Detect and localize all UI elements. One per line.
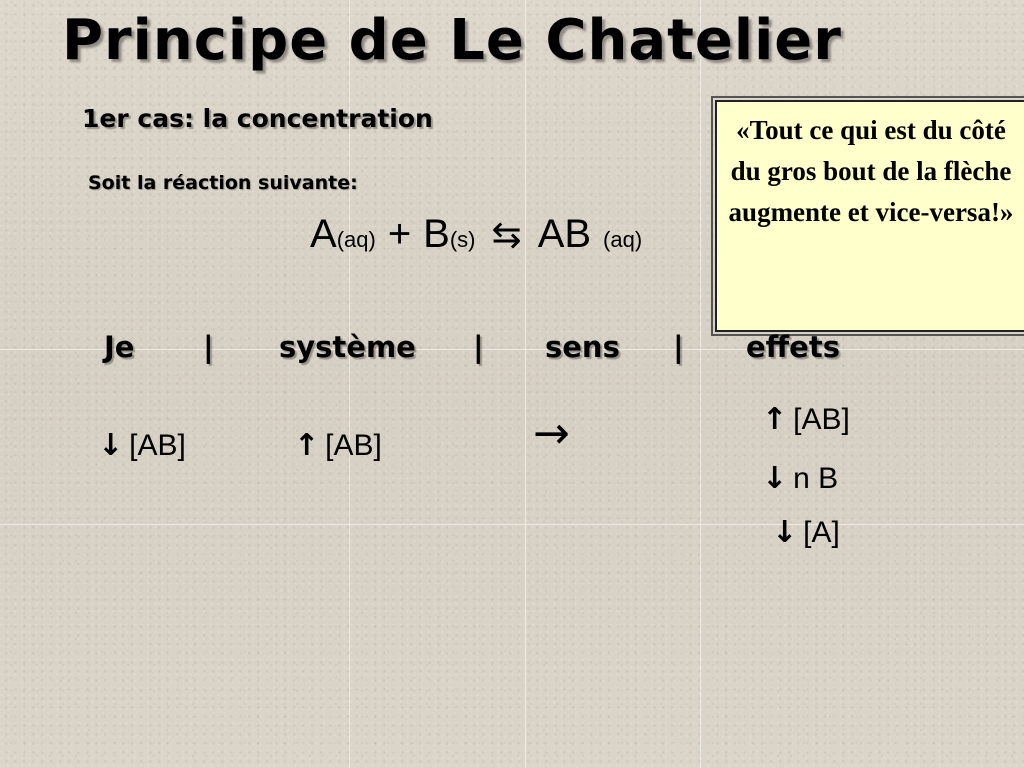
arrow-down-icon: ↓ xyxy=(762,461,788,496)
arrow-up-icon: ↑ xyxy=(762,402,788,437)
reactant-a-state: (aq) xyxy=(336,227,376,252)
rule-quote-text: «Tout ce qui est du côté du gros bout de la flèche augmente et vice-versa!» xyxy=(728,115,1014,227)
reaction-intro: Soit la réaction suivante: xyxy=(88,172,358,194)
reactant-b: B xyxy=(423,212,450,256)
slide-title: Principe de Le Chatelier xyxy=(62,8,842,73)
grid-line xyxy=(0,349,1024,350)
arrow-down-icon: ↓ xyxy=(772,515,798,550)
plus-sign: + xyxy=(387,212,412,256)
effet-cell xyxy=(762,461,838,496)
systeme-cell xyxy=(294,428,382,463)
systeme-value: [AB] xyxy=(325,429,382,462)
header-je: Je xyxy=(104,330,135,364)
equilibrium-arrow-icon: ⇆ xyxy=(491,214,522,255)
product-ab: AB xyxy=(537,212,592,256)
arrow-right-icon: → xyxy=(533,408,570,459)
header-systeme: système xyxy=(279,330,416,364)
effet-value: [AB] xyxy=(793,403,850,436)
effet-value: [A] xyxy=(803,516,840,549)
je-cell xyxy=(98,428,186,463)
arrow-up-icon: ↑ xyxy=(294,428,320,463)
header-separator: | xyxy=(203,330,214,364)
header-separator: | xyxy=(473,330,484,364)
reactant-b-state: (s) xyxy=(449,227,476,252)
grid-line xyxy=(525,0,526,768)
header-separator: | xyxy=(673,330,684,364)
header-effets: effets xyxy=(746,330,840,364)
reactant-a: A xyxy=(310,212,337,256)
grid-line xyxy=(0,524,1024,525)
chemical-equation xyxy=(310,212,642,257)
product-ab-state: (aq) xyxy=(603,227,643,252)
effet-cell xyxy=(762,402,850,437)
grid-line xyxy=(700,0,701,768)
effet-value: n B xyxy=(793,462,839,495)
rule-quote-box xyxy=(715,100,1024,332)
je-value: [AB] xyxy=(129,429,186,462)
header-sens: sens xyxy=(545,330,620,364)
effet-cell xyxy=(772,515,840,550)
arrow-down-icon: ↓ xyxy=(98,428,124,463)
slide-subtitle: 1er cas: la concentration xyxy=(82,104,433,133)
